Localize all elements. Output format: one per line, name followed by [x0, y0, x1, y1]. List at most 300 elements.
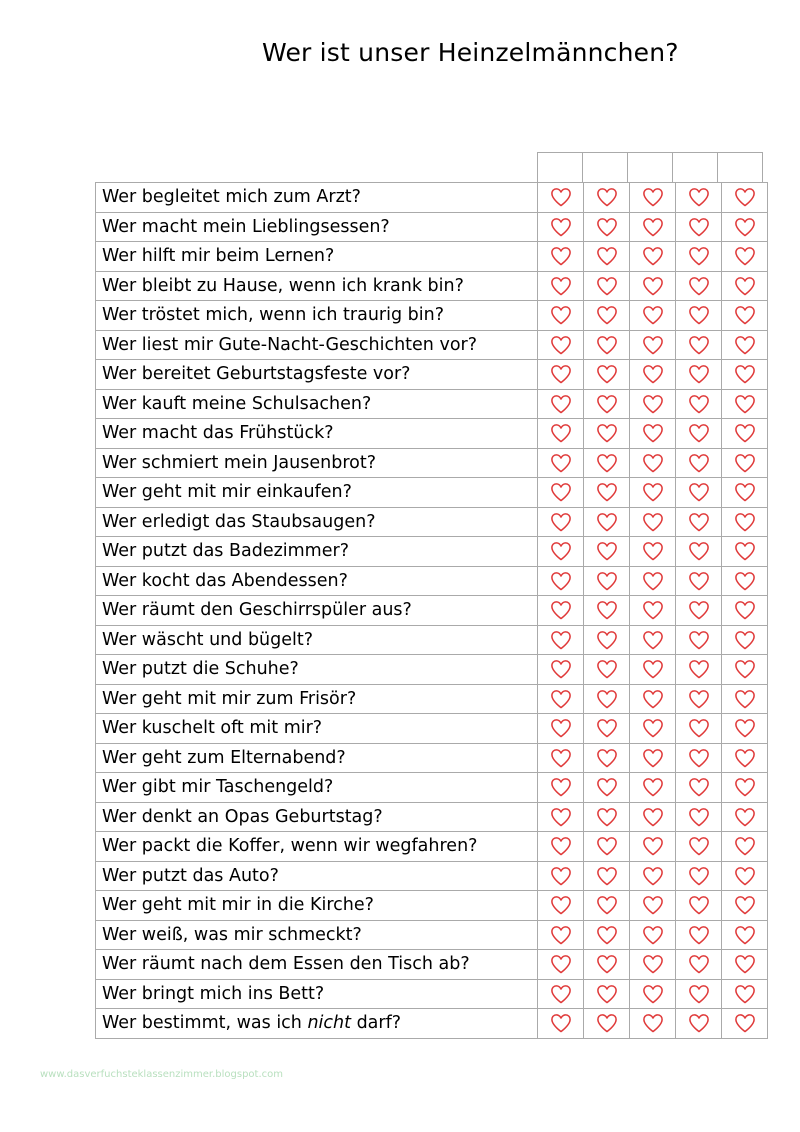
heart-cell[interactable]: [722, 891, 768, 920]
heart-cell[interactable]: [676, 921, 722, 950]
heart-cell[interactable]: [676, 950, 722, 979]
heart-cell[interactable]: [538, 921, 584, 950]
question-text: [96, 213, 538, 242]
table-row: [96, 390, 768, 420]
heart-cell[interactable]: [584, 655, 630, 684]
question-text: [96, 537, 538, 566]
heart-cell[interactable]: [722, 596, 768, 625]
heart-cell[interactable]: [722, 950, 768, 979]
heart-cell[interactable]: [722, 272, 768, 301]
question-text-part: Wer putzt das Badezimmer?: [102, 541, 349, 561]
heart-cell[interactable]: [722, 1009, 768, 1038]
heart-cell[interactable]: [676, 832, 722, 861]
question-text-part: Wer begleitet mich zum Arzt?: [102, 187, 361, 207]
heart-cell[interactable]: [584, 832, 630, 861]
heart-icon: [641, 334, 665, 356]
heart-cell[interactable]: [630, 773, 676, 802]
heart-cell[interactable]: [584, 183, 630, 212]
heart-cell[interactable]: [630, 950, 676, 979]
heart-cell[interactable]: [584, 567, 630, 596]
heart-cell[interactable]: [676, 272, 722, 301]
heart-cell[interactable]: [584, 360, 630, 389]
heart-icon: [549, 511, 573, 533]
heart-icon: [687, 422, 711, 444]
heart-icon: [733, 511, 757, 533]
question-text: [96, 272, 538, 301]
heart-cell[interactable]: [722, 832, 768, 861]
heart-icon: [595, 334, 619, 356]
table-row: [96, 272, 768, 302]
table-row: [96, 744, 768, 774]
heart-icon: [733, 894, 757, 916]
heart-icon: [595, 216, 619, 238]
question-text: [96, 360, 538, 389]
heart-cell[interactable]: [676, 213, 722, 242]
heart-cell[interactable]: [584, 803, 630, 832]
question-text-part: darf?: [351, 1013, 402, 1033]
heart-icon: [549, 599, 573, 621]
page-title: Wer ist unser Heinzelmännchen?: [262, 38, 679, 67]
question-text-part: Wer kauft meine Schulsachen?: [102, 393, 372, 414]
heart-icon: [733, 924, 757, 946]
heart-icon: [595, 894, 619, 916]
heart-icon: [549, 835, 573, 857]
heart-cell[interactable]: [722, 744, 768, 773]
heart-cell[interactable]: [538, 950, 584, 979]
heart-icon: [595, 835, 619, 857]
heart-cell[interactable]: [676, 301, 722, 330]
question-text: [96, 596, 538, 625]
heart-cell[interactable]: [538, 242, 584, 271]
heart-icon: [595, 570, 619, 592]
heart-cell[interactable]: [630, 183, 676, 212]
heart-icon: [733, 245, 757, 267]
heart-icon: [641, 393, 665, 415]
heart-icon: [733, 599, 757, 621]
heart-icon: [549, 658, 573, 680]
heart-cell[interactable]: [538, 183, 584, 212]
heart-cell[interactable]: [538, 213, 584, 242]
question-emphasis: nicht: [307, 1013, 351, 1033]
heart-icon: [641, 629, 665, 651]
heart-icon: [595, 245, 619, 267]
heart-cell[interactable]: [584, 744, 630, 773]
heart-icon: [641, 747, 665, 769]
heart-icon: [595, 599, 619, 621]
table-row: [96, 714, 768, 744]
heart-cell[interactable]: [722, 301, 768, 330]
heart-cell[interactable]: [630, 272, 676, 301]
heart-icon: [641, 304, 665, 326]
heart-cell[interactable]: [538, 272, 584, 301]
heart-cell[interactable]: [630, 213, 676, 242]
heart-cell[interactable]: [584, 685, 630, 714]
heart-cell[interactable]: [630, 419, 676, 448]
heart-icon: [733, 983, 757, 1005]
table-body: [95, 182, 768, 1039]
heart-cell[interactable]: [538, 537, 584, 566]
heart-icon: [641, 658, 665, 680]
heart-cell[interactable]: [630, 655, 676, 684]
heart-cell[interactable]: [676, 1009, 722, 1038]
question-text: [96, 331, 538, 360]
question-text: [96, 626, 538, 655]
heart-icon: [641, 717, 665, 739]
heart-cell[interactable]: [722, 183, 768, 212]
question-text: [96, 921, 538, 950]
heart-icon: [549, 924, 573, 946]
heart-icon: [733, 216, 757, 238]
heart-cell[interactable]: [630, 478, 676, 507]
heart-icon: [687, 540, 711, 562]
heart-cell[interactable]: [676, 183, 722, 212]
heart-icon: [733, 953, 757, 975]
heart-cell[interactable]: [722, 714, 768, 743]
heart-cell[interactable]: [630, 301, 676, 330]
question-text-part: Wer schmiert mein Jausenbrot?: [102, 452, 376, 473]
heart-icon: [595, 953, 619, 975]
heart-cell[interactable]: [676, 891, 722, 920]
heart-cell[interactable]: [584, 714, 630, 743]
heart-cell[interactable]: [584, 773, 630, 802]
heart-cell[interactable]: [676, 537, 722, 566]
heart-cell[interactable]: [676, 803, 722, 832]
heart-cell[interactable]: [630, 360, 676, 389]
heart-cell[interactable]: [630, 980, 676, 1009]
heart-icon: [549, 422, 573, 444]
question-text: [96, 655, 538, 684]
heart-cell[interactable]: [538, 1009, 584, 1038]
heart-cell[interactable]: [676, 862, 722, 891]
heart-icon: [733, 540, 757, 562]
heart-cell[interactable]: [676, 360, 722, 389]
heart-cell[interactable]: [538, 478, 584, 507]
heart-icon: [595, 540, 619, 562]
heart-icon: [595, 688, 619, 710]
heart-cell[interactable]: [538, 773, 584, 802]
heart-icon: [687, 275, 711, 297]
question-text-part: Wer wäscht und bügelt?: [102, 629, 314, 650]
heart-cell[interactable]: [584, 950, 630, 979]
heart-cell[interactable]: [538, 685, 584, 714]
heart-icon: [687, 924, 711, 946]
heart-cell[interactable]: [630, 921, 676, 950]
heart-cell[interactable]: [722, 478, 768, 507]
heart-cell[interactable]: [538, 714, 584, 743]
heart-icon: [641, 953, 665, 975]
heart-icon: [549, 275, 573, 297]
heart-cell[interactable]: [630, 803, 676, 832]
heart-cell[interactable]: [676, 449, 722, 478]
heart-cell[interactable]: [538, 744, 584, 773]
question-text: [96, 1009, 538, 1038]
heart-cell[interactable]: [538, 980, 584, 1009]
heart-cell[interactable]: [538, 449, 584, 478]
table-row: [96, 773, 768, 803]
table-row: [96, 567, 768, 597]
heart-cell[interactable]: [722, 685, 768, 714]
heart-icon: [549, 629, 573, 651]
table-row: [96, 419, 768, 449]
question-text-part: Wer macht mein Lieblingsessen?: [102, 216, 390, 237]
heart-cell[interactable]: [630, 832, 676, 861]
heart-cell[interactable]: [630, 537, 676, 566]
heart-cell[interactable]: [584, 449, 630, 478]
question-text-part: Wer bleibt zu Hause, wenn ich krank bin?: [102, 275, 464, 296]
heart-cell[interactable]: [630, 714, 676, 743]
heart-cell[interactable]: [722, 508, 768, 537]
heart-icon: [733, 304, 757, 326]
question-text-part: Wer tröstet mich, wenn ich traurig bin?: [102, 305, 445, 325]
table-row: [96, 331, 768, 361]
heart-cell[interactable]: [538, 832, 584, 861]
heart-cell[interactable]: [630, 508, 676, 537]
table-row: [96, 183, 768, 213]
heart-icon: [641, 983, 665, 1005]
heart-cell[interactable]: [584, 626, 630, 655]
heart-icon: [595, 186, 619, 208]
question-text: [96, 714, 538, 743]
heart-icon: [687, 658, 711, 680]
heart-cell[interactable]: [630, 242, 676, 271]
heart-icon: [595, 1012, 619, 1034]
heart-cell[interactable]: [676, 685, 722, 714]
question-text-part: Wer macht das Frühstück?: [102, 423, 334, 443]
heart-cell[interactable]: [630, 744, 676, 773]
table-row: [96, 803, 768, 833]
question-text: [96, 301, 538, 330]
question-text-part: Wer putzt die Schuhe?: [102, 659, 299, 679]
heart-cell[interactable]: [584, 242, 630, 271]
heart-cell[interactable]: [584, 891, 630, 920]
heart-cell[interactable]: [584, 331, 630, 360]
heart-cell[interactable]: [584, 508, 630, 537]
heart-cell[interactable]: [722, 980, 768, 1009]
heart-cell[interactable]: [722, 921, 768, 950]
heart-icon: [641, 511, 665, 533]
table-row: [96, 1009, 768, 1039]
heart-icon: [641, 540, 665, 562]
heart-cell[interactable]: [584, 272, 630, 301]
table-row: [96, 478, 768, 508]
heart-icon: [687, 717, 711, 739]
question-text-part: Wer geht mit mir in die Kirche?: [102, 895, 374, 915]
heart-icon: [549, 334, 573, 356]
heart-cell[interactable]: [584, 390, 630, 419]
heart-cell[interactable]: [584, 301, 630, 330]
heart-cell[interactable]: [538, 508, 584, 537]
heart-cell[interactable]: [676, 744, 722, 773]
question-text-part: Wer geht mit mir einkaufen?: [102, 482, 352, 502]
question-text: [96, 419, 538, 448]
heart-cell[interactable]: [584, 537, 630, 566]
question-text-part: Wer putzt das Auto?: [102, 865, 279, 886]
heart-icon: [687, 570, 711, 592]
heart-cell[interactable]: [630, 862, 676, 891]
heart-icon: [733, 422, 757, 444]
heart-icon: [733, 658, 757, 680]
heart-cell[interactable]: [584, 419, 630, 448]
heart-icon: [549, 806, 573, 828]
heart-cell[interactable]: [538, 301, 584, 330]
heart-icon: [687, 481, 711, 503]
table-row: [96, 213, 768, 243]
heart-cell[interactable]: [676, 390, 722, 419]
heart-cell[interactable]: [630, 449, 676, 478]
heart-icon: [641, 599, 665, 621]
heart-cell[interactable]: [722, 567, 768, 596]
heart-icon: [687, 894, 711, 916]
heart-cell[interactable]: [630, 567, 676, 596]
heart-cell[interactable]: [676, 567, 722, 596]
question-text-part: Wer bringt mich ins Bett?: [102, 983, 325, 1004]
heart-cell[interactable]: [722, 537, 768, 566]
heart-cell[interactable]: [676, 419, 722, 448]
heart-cell[interactable]: [722, 213, 768, 242]
heart-cell[interactable]: [676, 331, 722, 360]
heart-cell[interactable]: [676, 242, 722, 271]
heart-icon: [687, 452, 711, 474]
question-text: [96, 950, 538, 979]
question-text: [96, 744, 538, 773]
table-row: [96, 832, 768, 862]
heart-cell[interactable]: [630, 685, 676, 714]
heart-cell[interactable]: [538, 331, 584, 360]
heart-icon: [641, 245, 665, 267]
heart-cell[interactable]: [722, 390, 768, 419]
heart-icon: [549, 953, 573, 975]
heart-cell[interactable]: [584, 921, 630, 950]
header-cell: [718, 153, 763, 183]
table-row: [96, 596, 768, 626]
heart-icon: [641, 1012, 665, 1034]
heart-icon: [687, 334, 711, 356]
heart-cell[interactable]: [538, 626, 584, 655]
heart-icon: [641, 688, 665, 710]
heart-cell[interactable]: [676, 655, 722, 684]
heart-icon: [595, 717, 619, 739]
heart-icon: [595, 481, 619, 503]
heart-cell[interactable]: [584, 478, 630, 507]
heart-cell[interactable]: [630, 596, 676, 625]
heart-icon: [549, 540, 573, 562]
heart-cell[interactable]: [722, 626, 768, 655]
heart-icon: [687, 1012, 711, 1034]
heart-icon: [549, 747, 573, 769]
heart-icon: [595, 776, 619, 798]
heart-cell[interactable]: [722, 862, 768, 891]
heart-cell[interactable]: [676, 478, 722, 507]
heart-cell[interactable]: [676, 714, 722, 743]
heart-cell[interactable]: [538, 803, 584, 832]
heart-icon: [687, 599, 711, 621]
heart-icon: [641, 186, 665, 208]
heart-cell[interactable]: [630, 626, 676, 655]
header-cell: [628, 153, 673, 183]
heart-cell[interactable]: [538, 360, 584, 389]
footer-url: www.dasverfuchsteklassenzimmer.blogspot.com: [40, 1069, 284, 1080]
heart-icon: [687, 776, 711, 798]
heart-icon: [595, 629, 619, 651]
heart-icon: [641, 275, 665, 297]
heart-icon: [549, 894, 573, 916]
heart-icon: [641, 363, 665, 385]
heart-icon: [687, 186, 711, 208]
question-text-part: Wer erledigt das Staubsaugen?: [102, 511, 376, 532]
heart-icon: [595, 806, 619, 828]
heart-icon: [549, 393, 573, 415]
question-text: [96, 242, 538, 271]
heart-cell[interactable]: [584, 596, 630, 625]
heart-cell[interactable]: [630, 331, 676, 360]
heart-cell[interactable]: [630, 891, 676, 920]
heart-icon: [595, 924, 619, 946]
heart-icon: [549, 688, 573, 710]
heart-cell[interactable]: [538, 891, 584, 920]
heart-cell[interactable]: [584, 980, 630, 1009]
heart-icon: [549, 304, 573, 326]
heart-icon: [687, 511, 711, 533]
heart-cell[interactable]: [722, 360, 768, 389]
heart-cell[interactable]: [722, 419, 768, 448]
heart-cell[interactable]: [538, 655, 584, 684]
heart-cell[interactable]: [676, 508, 722, 537]
heart-cell[interactable]: [584, 862, 630, 891]
heart-icon: [641, 216, 665, 238]
heart-cell[interactable]: [722, 242, 768, 271]
heart-cell[interactable]: [630, 390, 676, 419]
heart-cell[interactable]: [722, 331, 768, 360]
heart-icon: [687, 953, 711, 975]
heart-cell[interactable]: [584, 1009, 630, 1038]
heart-icon: [687, 245, 711, 267]
heart-cell[interactable]: [676, 773, 722, 802]
heart-icon: [733, 688, 757, 710]
question-text: [96, 803, 538, 832]
heart-icon: [595, 422, 619, 444]
heart-cell[interactable]: [722, 655, 768, 684]
heart-icon: [687, 865, 711, 887]
heart-cell[interactable]: [538, 567, 584, 596]
table-row: [96, 301, 768, 331]
question-text-part: Wer weiß, was mir schmeckt?: [102, 924, 362, 945]
heart-cell[interactable]: [722, 449, 768, 478]
question-text-part: Wer hilft mir beim Lernen?: [102, 246, 335, 266]
heart-icon: [687, 835, 711, 857]
heart-icon: [687, 304, 711, 326]
heart-cell[interactable]: [538, 390, 584, 419]
heart-icon: [595, 452, 619, 474]
heart-icon: [549, 481, 573, 503]
heart-cell[interactable]: [676, 980, 722, 1009]
heart-cell[interactable]: [630, 1009, 676, 1038]
heart-icon: [687, 629, 711, 651]
heart-cell[interactable]: [538, 419, 584, 448]
heart-icon: [549, 245, 573, 267]
heart-cell[interactable]: [538, 862, 584, 891]
heart-cell[interactable]: [722, 773, 768, 802]
heart-icon: [641, 924, 665, 946]
heart-icon: [595, 363, 619, 385]
heart-cell[interactable]: [676, 626, 722, 655]
heart-cell[interactable]: [722, 803, 768, 832]
heart-cell[interactable]: [584, 213, 630, 242]
heart-cell[interactable]: [676, 596, 722, 625]
heart-icon: [595, 983, 619, 1005]
heart-cell[interactable]: [538, 596, 584, 625]
heart-icon: [733, 334, 757, 356]
question-text: [96, 685, 538, 714]
